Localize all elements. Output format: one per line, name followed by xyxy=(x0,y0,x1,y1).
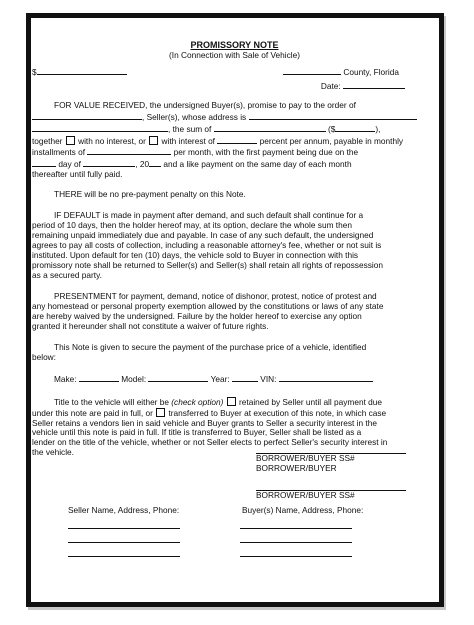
vehicle-details-row xyxy=(32,373,437,385)
seller-line[interactable] xyxy=(68,556,180,557)
signature-label-1: BORROWER/BUYER SS# xyxy=(256,453,355,463)
year-suffix-field[interactable] xyxy=(149,158,161,167)
no-interest-checkbox[interactable] xyxy=(66,136,75,145)
text-line: and a like payment on the same day of each month xyxy=(163,159,352,170)
seller-line[interactable] xyxy=(68,542,180,543)
signature-label-2: BORROWER/BUYER xyxy=(256,462,337,473)
text-line: IF DEFAULT is made in payment after demand, and such default shall continue for a xyxy=(54,210,364,221)
text-line: Title to the vehicle will either be xyxy=(54,396,169,407)
text-line: remaining unpaid immediately due and payable. In case of any such default, the undersigned xyxy=(32,230,374,241)
text-line: , 20 xyxy=(135,159,150,170)
text-line: This Note is given to secure the payment of the purchase price of a vehicle, identified xyxy=(54,341,367,352)
text-line: Seller retains a vendors lien in said vehicle and Buyer grants to Seller a security interest in the xyxy=(32,417,377,428)
text-line: FOR VALUE RECEIVED, the undersigned Buyer(s), promise to pay to the order of xyxy=(54,99,356,110)
dollar-sign: $ xyxy=(32,66,37,77)
text-line: with no interest, or xyxy=(78,135,146,146)
text-line: together xyxy=(32,135,63,146)
date-field[interactable] xyxy=(343,80,405,89)
vin-label: VIN: xyxy=(260,373,277,384)
transferred-to-buyer-checkbox[interactable] xyxy=(156,408,165,417)
paragraph-presentment xyxy=(32,292,437,332)
signature-label-3: BORROWER/BUYER SS# xyxy=(256,489,355,500)
text-line: installments of xyxy=(32,147,86,158)
retained-by-seller-checkbox[interactable] xyxy=(227,397,236,406)
text-line: below: xyxy=(32,351,56,362)
make-label: Make: xyxy=(54,373,77,384)
text-line: (check option) xyxy=(171,396,224,407)
text-line: , the sum of xyxy=(168,123,212,134)
model-field[interactable] xyxy=(148,373,208,382)
seller-name-field[interactable] xyxy=(32,111,142,120)
address-cont-field[interactable] xyxy=(32,123,168,132)
document-title: PROMISSORY NOTE xyxy=(190,40,279,50)
text-line: transferred to Buyer at execution of this note, in which case xyxy=(168,407,387,418)
paragraph-default xyxy=(32,211,437,281)
vin-field[interactable] xyxy=(279,373,373,382)
text-line: as a secured party. xyxy=(32,270,102,280)
seller-label: Seller Name, Address, Phone: xyxy=(68,505,180,515)
paragraph-vehicle xyxy=(32,343,437,363)
year-label: Year: xyxy=(210,373,230,384)
text-line: percent per annum, payable in monthly xyxy=(259,135,404,146)
text-line: any homestead or personal property exemption allowed by the constitutions or laws of any state xyxy=(32,300,384,311)
buyer-label: Buyer(s) Name, Address, Phone: xyxy=(242,505,364,515)
text-line: ), xyxy=(375,123,381,134)
county-label: County, Florida xyxy=(343,66,399,77)
text-line: promissory note shall be returned to Seller(s) and Seller(s) shall retain all rights of repossession xyxy=(32,260,383,271)
text-line: thereafter until fully paid. xyxy=(32,169,123,180)
text-line: granted it hereunder shall not constitute a waiver of future rights. xyxy=(32,320,269,331)
interest-rate-field[interactable] xyxy=(217,135,257,144)
signature-block xyxy=(256,443,406,501)
document-subtitle: (In Connection with Sale of Vehicle) xyxy=(169,49,300,60)
first-day-field[interactable] xyxy=(32,158,56,167)
buyer-line[interactable] xyxy=(240,528,352,529)
year-field[interactable] xyxy=(232,373,258,382)
model-label: Model: xyxy=(121,373,147,384)
text-line: vehicle until this note is paid in full. If title is transferred to Buyer, Seller shall be listed as a xyxy=(32,427,362,438)
promissory-note-page xyxy=(32,40,437,515)
sum-number-field[interactable] xyxy=(335,123,375,132)
buyer-line[interactable] xyxy=(240,556,352,557)
text-line: instituted. Upon default for ten (10) days, the vehicle sold to Buyer in connection with this xyxy=(32,250,359,261)
sum-words-field[interactable] xyxy=(214,123,326,132)
first-month-field[interactable] xyxy=(83,158,135,167)
paragraph-prepayment: THERE will be no pre-payment penalty on this Note. xyxy=(54,189,246,200)
seller-line[interactable] xyxy=(68,528,180,529)
text-line: PRESENTMENT for payment, demand, notice of dishonor, protest, notice of protest and xyxy=(54,290,377,301)
text-line: are hereby waived by the undersigned. Failure by the holder hereof to exercise any option xyxy=(32,310,362,321)
make-field[interactable] xyxy=(79,373,119,382)
text-line: agrees to pay all costs of collection, including a reasonable attorney's fee, whether or not suit is xyxy=(32,240,382,251)
text-line: ($ xyxy=(327,123,336,134)
with-interest-checkbox[interactable] xyxy=(149,136,158,145)
amount-field[interactable] xyxy=(37,66,127,75)
county-field[interactable] xyxy=(283,66,341,75)
paragraph-payment-terms xyxy=(32,101,437,181)
text-line: the vehicle. xyxy=(32,447,74,458)
text-line: , Seller(s), whose address is xyxy=(142,111,247,122)
text-line: retained by Seller until all payment due xyxy=(239,396,383,407)
text-line: with interest of xyxy=(161,135,215,146)
date-row xyxy=(32,80,405,92)
amount-county-row xyxy=(32,66,437,78)
buyer-line[interactable] xyxy=(240,542,352,543)
seller-address-field[interactable] xyxy=(249,111,417,120)
text-line: per month, with the first payment being due on the xyxy=(173,147,359,158)
installment-field[interactable] xyxy=(87,146,171,155)
date-label: Date: xyxy=(320,80,341,91)
text-line: lender on the title of the vehicle, whether or not Seller elects to perfect Seller's security interest in xyxy=(32,437,388,448)
text-line: day of xyxy=(58,159,81,170)
text-line: under this note are paid in full, or xyxy=(32,407,153,418)
text-line: period of 10 days, then the holder hereof may, at its option, declare the whole sum then xyxy=(32,220,352,231)
